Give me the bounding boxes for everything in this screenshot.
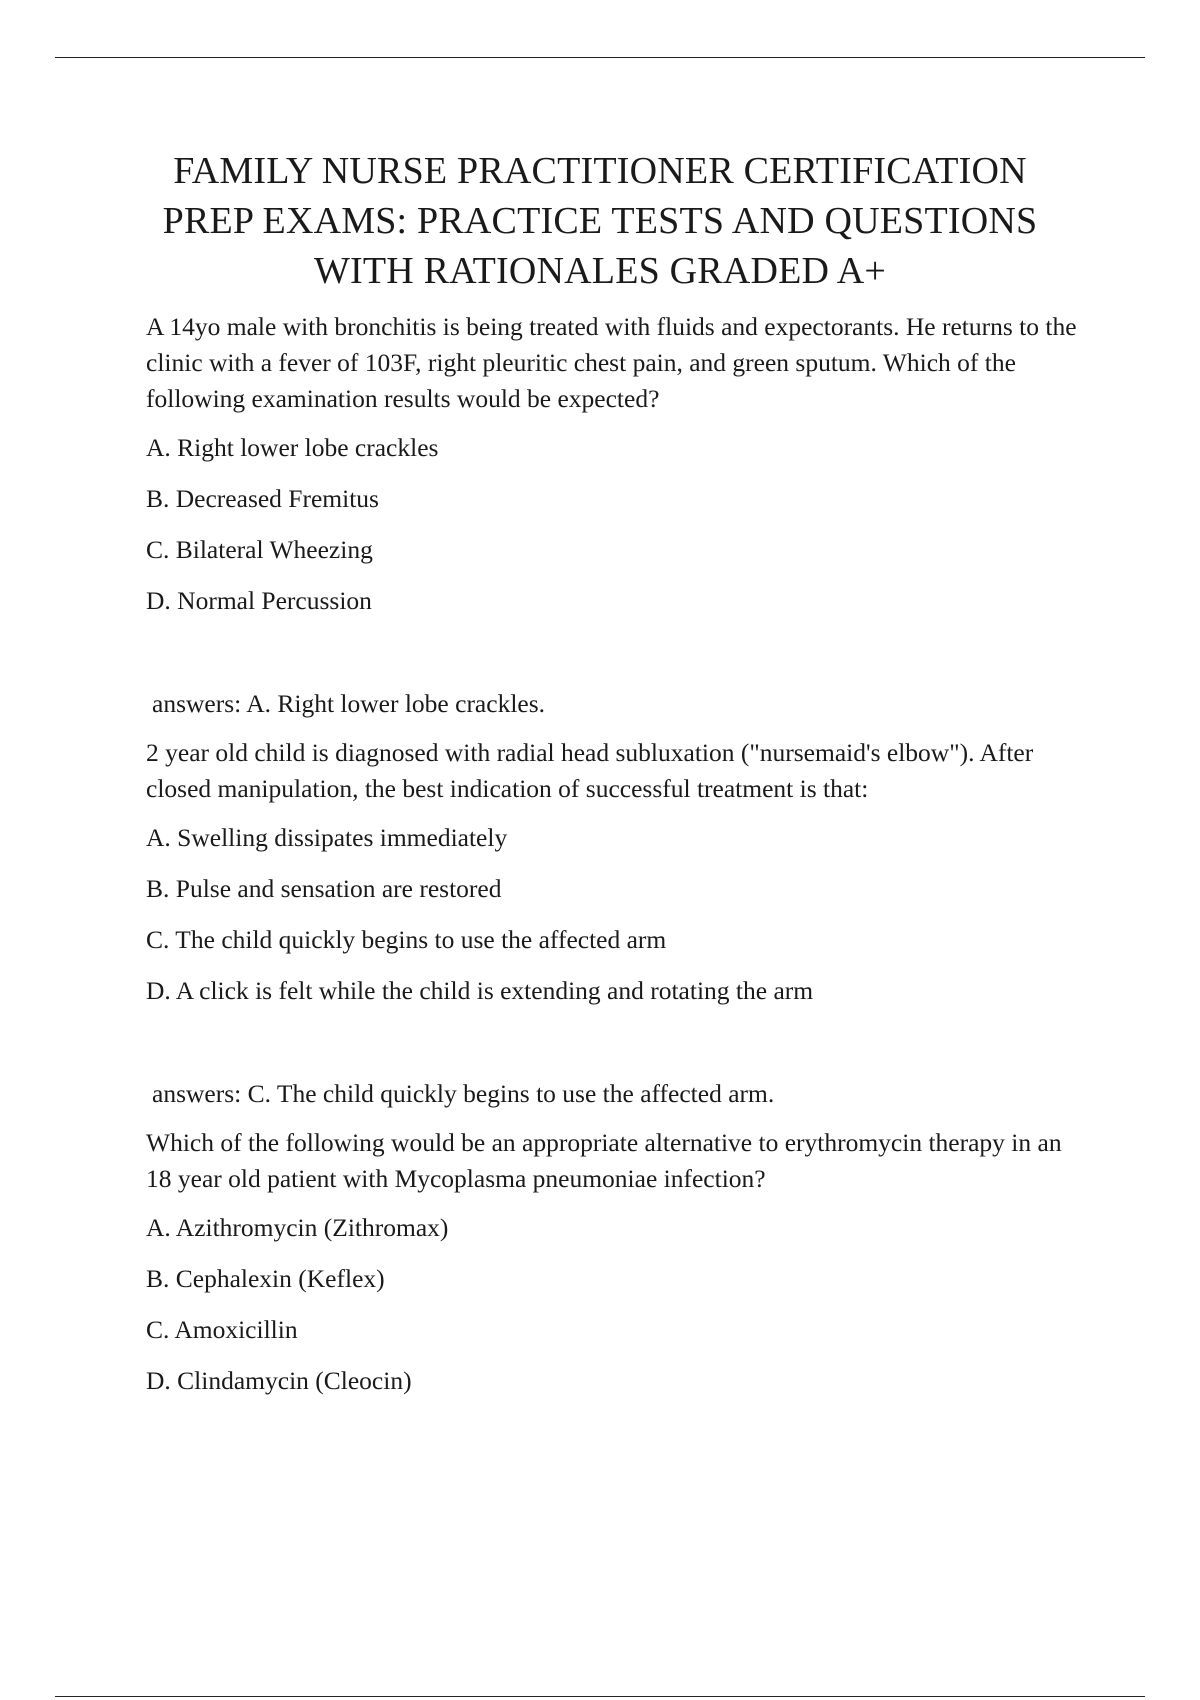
question-1-text: A 14yo male with bronchitis is being treated with fluids and expectorants. He returns to the clinic with a fever of 103F, right pleuritic chest pain, and green sputum. Which of the following examination results would be expected? [146,312,1077,413]
question-3-option-d: D. Clindamycin (Cleocin) [146,1366,412,1395]
question-2-text: 2 year old child is diagnosed with radial head subluxation ("nursemaid's elbow"). After closed manipulation, the best indication of successful treatment is that: [146,738,1034,803]
document-body [146,309,1086,1399]
question-2-answer: answers: C. The child quickly begins to use the affected arm. [152,1079,775,1108]
question-1-option-c: C. Bilateral Wheezing [146,535,373,564]
question-1-answer: answers: A. Right lower lobe crackles. [152,689,546,718]
question-3-option-b: B. Cephalexin (Keflex) [146,1264,385,1293]
question-3-option-c: C. Amoxicillin [146,1315,298,1344]
question-1-option-a: A. Right lower lobe crackles [146,433,439,462]
title-line-3: WITH RATIONALES GRADED A+ [313,250,887,292]
question-1-option-d: D. Normal Percussion [146,586,372,615]
title-line-2: PREP EXAMS: PRACTICE TESTS AND QUESTIONS [162,200,1038,242]
question-1-option-b: B. Decreased Fremitus [146,484,379,513]
title-line-1: FAMILY NURSE PRACTITIONER CERTIFICATION [173,150,1027,192]
question-2-option-c: C. The child quickly begins to use the affected arm [146,925,667,954]
document-title [100,146,1100,296]
top-divider [55,57,1145,58]
question-2-option-d: D. A click is felt while the child is extending and rotating the arm [146,976,814,1005]
bottom-divider [55,1696,1145,1697]
question-2-option-a: A. Swelling dissipates immediately [146,823,508,852]
question-2-option-b: B. Pulse and sensation are restored [146,874,502,903]
question-3-text: Which of the following would be an appropriate alternative to erythromycin therapy in an 18 year old patient with Mycoplasma pneumoniae infection? [146,1128,1062,1193]
question-3-option-a: A. Azithromycin (Zithromax) [146,1213,449,1242]
